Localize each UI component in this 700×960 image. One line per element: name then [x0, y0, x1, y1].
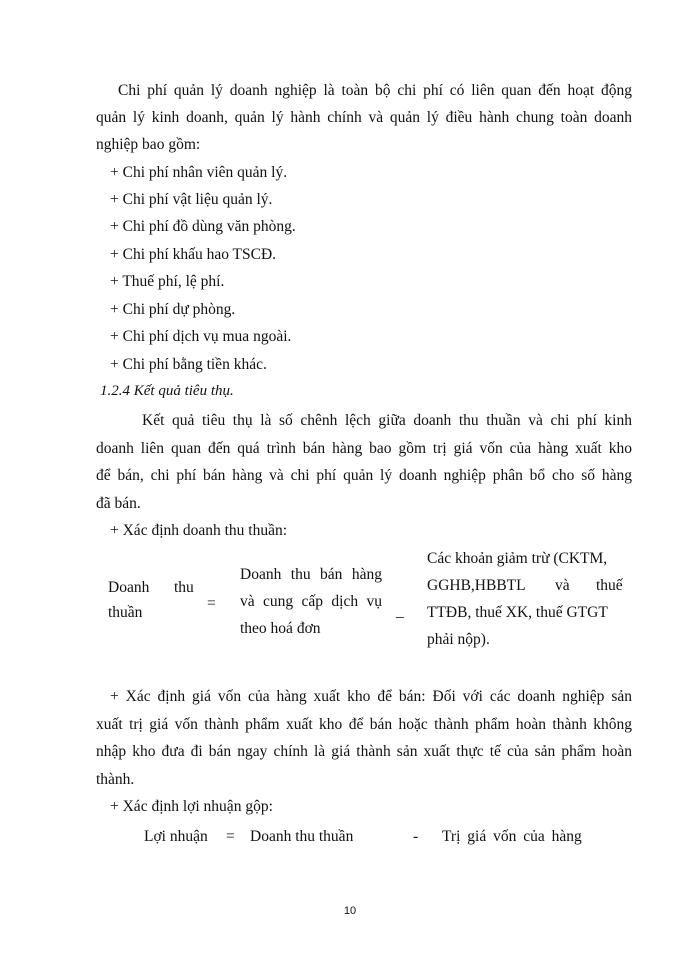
formula1-term1-line1: Doanh thu bán hàng	[240, 566, 382, 583]
formula2-minus: -	[413, 828, 419, 845]
formula2-equals: =	[226, 828, 235, 845]
cost-item: + Thuế phí, lệ phí.	[110, 273, 225, 290]
formula1-term1-line3: theo hoá đơn	[240, 620, 321, 637]
paragraph-2-line-2: doanh liên quan đến quá trình bán hàng bao gồm trị giá vốn của hàng xuất kho	[96, 440, 632, 457]
cost-item: + Chi phí khấu hao TSCĐ.	[110, 246, 277, 263]
formula1-minus: _	[396, 603, 404, 620]
paragraph-1-line-3: nghiệp bao gồm:	[96, 136, 201, 153]
formula1-term2-line2c: thuế	[596, 577, 623, 594]
page-number: 10	[343, 905, 357, 917]
cost-item: + Chi phí bằng tiền khác.	[110, 356, 267, 373]
section-heading: 1.2.4 Kết quả tiêu thụ.	[100, 383, 234, 399]
formula2-term1: Doanh thu thuần	[250, 828, 354, 845]
formula2-term2: Trị giá vốn của hàng	[442, 828, 582, 845]
formula1-term2-line2b: và	[555, 577, 570, 594]
cost-item: + Chi phí vật liệu quản lý.	[110, 191, 273, 208]
paragraph-3-line-2: xuất trị giá vốn thành phẩm xuất kho để bán hoặc thành phẩm hoàn thành không	[96, 716, 632, 733]
formula1-term2-line2a: GGHB,HBBTL	[427, 577, 526, 594]
cost-item: + Chi phí dịch vụ mua ngoài.	[110, 328, 292, 345]
net-revenue-label: + Xác định doanh thu thuần:	[110, 522, 288, 539]
formula1-lhs-word1: Doanh	[108, 579, 150, 596]
formula1-term2-line1: Các khoản giảm trừ (CKTM,	[427, 550, 608, 567]
cost-item: + Chi phí dự phòng.	[110, 301, 236, 318]
formula1-lhs-word2: thu	[174, 579, 194, 596]
paragraph-2-line-4: đã bán.	[96, 495, 141, 512]
cost-item: + Chi phí đồ dùng văn phòng.	[110, 218, 296, 235]
paragraph-3-line-3: nhập kho đưa đi bán ngay chính là giá thành sản xuất thực tế của sản phẩm hoàn	[96, 743, 632, 760]
formula1-term2-line4: phải nộp).	[427, 631, 490, 648]
paragraph-1-line-2: quản lý kinh doanh, quản lý hành chính và quản lý điều hành chung toàn doanh	[96, 109, 632, 126]
formula1-equals: =	[207, 595, 216, 612]
paragraph-2-line-3: để bán, chi phí bán hàng và chi phí quản lý doanh nghiệp phân bổ cho số hàng	[96, 467, 632, 484]
formula1-term1-line2: và cung cấp dịch vụ	[240, 593, 382, 610]
paragraph-2-line-1: Kết quả tiêu thụ là số chênh lệch giữa doanh thu thuần và chi phí kinh	[142, 412, 632, 429]
paragraph-3-line-1: + Xác định giá vốn của hàng xuất kho để bán: Đối với các doanh nghiệp sản	[110, 688, 632, 705]
gross-profit-label: + Xác định lợi nhuận gộp:	[110, 798, 273, 815]
paragraph-3-line-4: thành.	[96, 771, 135, 788]
formula1-lhs-word3: thuần	[108, 604, 143, 621]
formula2-lhs: Lợi nhuận	[144, 828, 208, 845]
formula1-term2-line3: TTĐB, thuế XK, thuế GTGT	[427, 604, 608, 621]
paragraph-1-line-1: Chi phí quản lý doanh nghiệp là toàn bộ chi phí có liên quan đến hoạt động	[118, 82, 632, 99]
cost-item: + Chi phí nhân viên quản lý.	[110, 164, 288, 181]
